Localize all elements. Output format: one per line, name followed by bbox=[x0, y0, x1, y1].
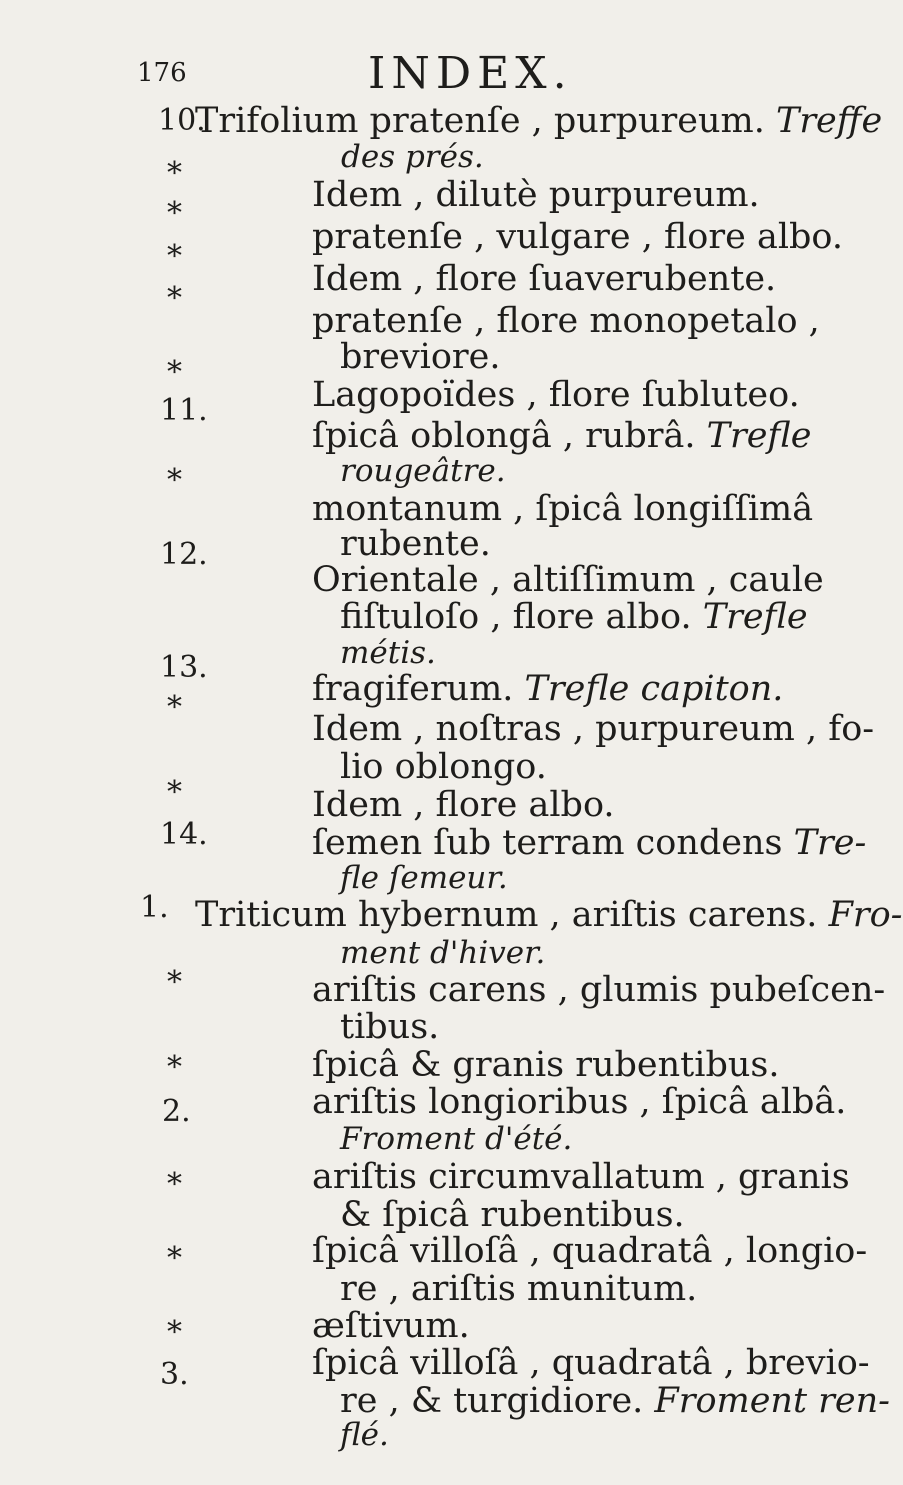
index-line: Lagopoïdes , flore ſubluteo. bbox=[312, 375, 800, 415]
index-line-part: Triticum hybernum , ariſtis carens. bbox=[195, 895, 818, 935]
entry-number: 1. bbox=[140, 890, 169, 925]
index-line: Orientale , altiſſimum , caule bbox=[312, 560, 824, 600]
index-line bbox=[340, 1381, 890, 1421]
index-line: montanum , ſpicâ longiſſimâ bbox=[312, 489, 814, 529]
star-marker: * bbox=[167, 156, 182, 191]
index-line-part: fragiferum. bbox=[312, 669, 514, 709]
index-line-part: Trifolium pratenſe , purpureum. bbox=[195, 101, 765, 141]
index-line-part: Tre- bbox=[793, 823, 867, 863]
index-line: Idem , noſtras , purpureum , fo- bbox=[312, 709, 875, 749]
index-line: pratenſe , vulgare , flore albo. bbox=[312, 217, 843, 257]
index-line: Idem , flore ſuaverubente. bbox=[312, 259, 777, 299]
star-marker: * bbox=[167, 196, 182, 231]
index-line: æſtivum. bbox=[312, 1306, 470, 1346]
star-marker: * bbox=[167, 355, 182, 390]
index-line bbox=[312, 823, 867, 863]
index-line-part: fiſtuloſo , flore albo. bbox=[340, 597, 692, 637]
index-line: re , ariſtis munitum. bbox=[340, 1269, 698, 1309]
entry-number: 13. bbox=[160, 650, 208, 685]
index-line: rougeâtre. bbox=[340, 453, 506, 489]
star-marker: * bbox=[167, 1315, 182, 1350]
index-line bbox=[340, 597, 808, 637]
index-line: & ſpicâ rubentibus. bbox=[340, 1195, 685, 1235]
index-line-part: Trefle bbox=[706, 416, 812, 456]
page-title: INDEX. bbox=[368, 48, 573, 99]
star-marker: * bbox=[167, 1050, 182, 1085]
page-number: 176 bbox=[137, 58, 187, 88]
entry-number: 12. bbox=[160, 537, 208, 572]
star-marker: * bbox=[167, 239, 182, 274]
star-marker: * bbox=[167, 775, 182, 810]
star-marker: * bbox=[167, 281, 182, 316]
star-marker: * bbox=[167, 690, 182, 725]
index-line: breviore. bbox=[340, 337, 501, 377]
entry-number: 3. bbox=[160, 1357, 189, 1392]
index-line bbox=[312, 669, 784, 709]
index-line: tibus. bbox=[340, 1007, 440, 1047]
index-line-part: ſpicâ oblongâ , rubrâ. bbox=[312, 416, 696, 456]
index-line: métis. bbox=[340, 635, 436, 671]
star-marker: * bbox=[167, 1241, 182, 1276]
index-line: ſpicâ villoſâ , quadratâ , longio- bbox=[312, 1231, 868, 1271]
index-line: ariſtis longioribus , ſpicâ albâ. bbox=[312, 1082, 847, 1122]
entry-number: 10. bbox=[158, 103, 206, 138]
index-line: rubente. bbox=[340, 524, 491, 564]
entry-number: 2. bbox=[162, 1094, 191, 1129]
index-line-part: Trefle bbox=[702, 597, 808, 637]
index-line-part: ſemen ſub terram condens bbox=[312, 823, 783, 863]
index-line bbox=[195, 895, 903, 935]
index-line: pratenſe , flore monopetalo , bbox=[312, 301, 820, 341]
index-line: flé. bbox=[340, 1417, 389, 1453]
index-line-part: Trefle capiton. bbox=[524, 669, 784, 709]
index-line: ariſtis carens , glumis pubeſcen- bbox=[312, 970, 886, 1010]
index-line: Idem , flore albo. bbox=[312, 785, 615, 825]
star-marker: * bbox=[167, 463, 182, 498]
index-line: ariſtis circumvallatum , granis bbox=[312, 1157, 850, 1197]
index-line: Froment d'été. bbox=[340, 1121, 573, 1157]
index-line-part: re , & turgidiore. bbox=[340, 1381, 644, 1421]
index-line: ſpicâ villoſâ , quadratâ , brevio- bbox=[312, 1343, 870, 1383]
index-line-part: Treffe bbox=[775, 101, 883, 141]
index-line bbox=[195, 101, 883, 141]
star-marker: * bbox=[167, 1167, 182, 1202]
entry-number: 11. bbox=[160, 393, 208, 428]
index-line bbox=[312, 416, 812, 456]
index-line: lio oblongo. bbox=[340, 747, 547, 787]
index-line: Idem , dilutè purpureum. bbox=[312, 175, 760, 215]
star-marker: * bbox=[167, 965, 182, 1000]
index-line: des prés. bbox=[341, 139, 484, 175]
index-line: fle ſemeur. bbox=[340, 860, 508, 896]
entry-number: 14. bbox=[160, 817, 208, 852]
index-line: ſpicâ & granis rubentibus. bbox=[312, 1045, 780, 1085]
index-line: ment d'hiver. bbox=[340, 935, 546, 971]
index-line-part: Fro- bbox=[828, 895, 903, 935]
index-line-part: Froment ren- bbox=[654, 1381, 890, 1421]
